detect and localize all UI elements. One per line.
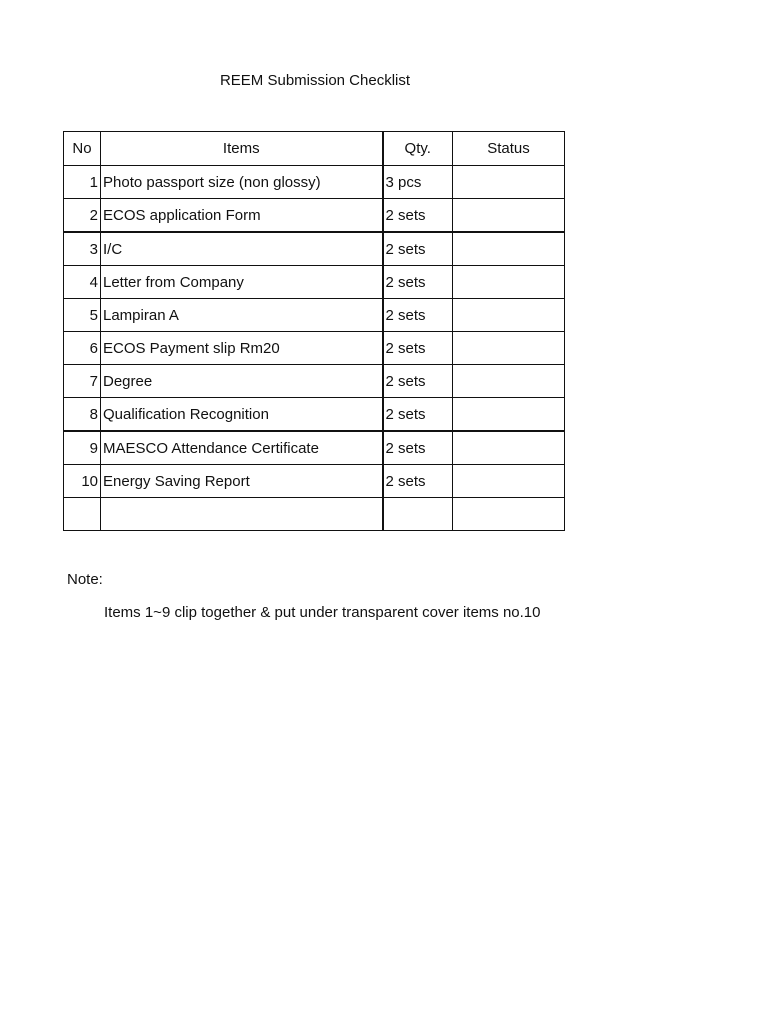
- header-items: Items: [101, 132, 383, 166]
- table-header-row: [64, 132, 565, 166]
- row-no: 2: [64, 199, 101, 233]
- row-no: 1: [64, 166, 101, 199]
- table-row: [64, 498, 565, 531]
- header-qty: Qty.: [383, 132, 453, 166]
- row-status: [453, 398, 565, 432]
- table-row: [64, 332, 565, 365]
- row-item: Qualification Recognition: [101, 398, 383, 432]
- row-no: [64, 498, 101, 531]
- row-qty: [383, 498, 453, 531]
- row-status: [453, 199, 565, 233]
- row-status: [453, 332, 565, 365]
- row-item: MAESCO Attendance Certificate: [101, 431, 383, 465]
- note-text: Items 1~9 clip together & put under transparent cover items no.10: [104, 604, 541, 621]
- row-qty: 2 sets: [383, 199, 453, 233]
- row-qty: 2 sets: [383, 398, 453, 432]
- row-no: 3: [64, 232, 101, 266]
- row-qty: 2 sets: [383, 465, 453, 498]
- row-qty: 2 sets: [383, 332, 453, 365]
- row-qty: 2 sets: [383, 266, 453, 299]
- row-no: 6: [64, 332, 101, 365]
- row-no: 8: [64, 398, 101, 432]
- row-status: [453, 266, 565, 299]
- header-status: Status: [453, 132, 565, 166]
- row-qty: 3 pcs: [383, 166, 453, 199]
- row-item: Lampiran A: [101, 299, 383, 332]
- row-item: I/C: [101, 232, 383, 266]
- row-status: [453, 166, 565, 199]
- row-no: 10: [64, 465, 101, 498]
- note-label: Note:: [67, 571, 103, 588]
- table-row: [64, 166, 565, 199]
- row-status: [453, 299, 565, 332]
- row-status: [453, 465, 565, 498]
- table-row: [64, 199, 565, 233]
- table-row: [64, 465, 565, 498]
- row-no: 4: [64, 266, 101, 299]
- row-qty: 2 sets: [383, 232, 453, 266]
- row-status: [453, 232, 565, 266]
- row-item: Energy Saving Report: [101, 465, 383, 498]
- table-row: [64, 365, 565, 398]
- row-no: 7: [64, 365, 101, 398]
- row-status: [453, 431, 565, 465]
- header-no: No: [64, 132, 101, 166]
- row-qty: 2 sets: [383, 365, 453, 398]
- table-row: [64, 232, 565, 266]
- row-status: [453, 498, 565, 531]
- row-item: Degree: [101, 365, 383, 398]
- page-title: REEM Submission Checklist: [219, 72, 411, 89]
- row-item: ECOS application Form: [101, 199, 383, 233]
- row-qty: 2 sets: [383, 431, 453, 465]
- row-item: ECOS Payment slip Rm20: [101, 332, 383, 365]
- table-row: [64, 299, 565, 332]
- row-no: 9: [64, 431, 101, 465]
- row-item: Photo passport size (non glossy): [101, 166, 383, 199]
- checklist-table: [63, 131, 565, 531]
- row-item: Letter from Company: [101, 266, 383, 299]
- row-item: [101, 498, 383, 531]
- table-row: [64, 398, 565, 432]
- table-row: [64, 431, 565, 465]
- row-status: [453, 365, 565, 398]
- row-qty: 2 sets: [383, 299, 453, 332]
- table-row: [64, 266, 565, 299]
- row-no: 5: [64, 299, 101, 332]
